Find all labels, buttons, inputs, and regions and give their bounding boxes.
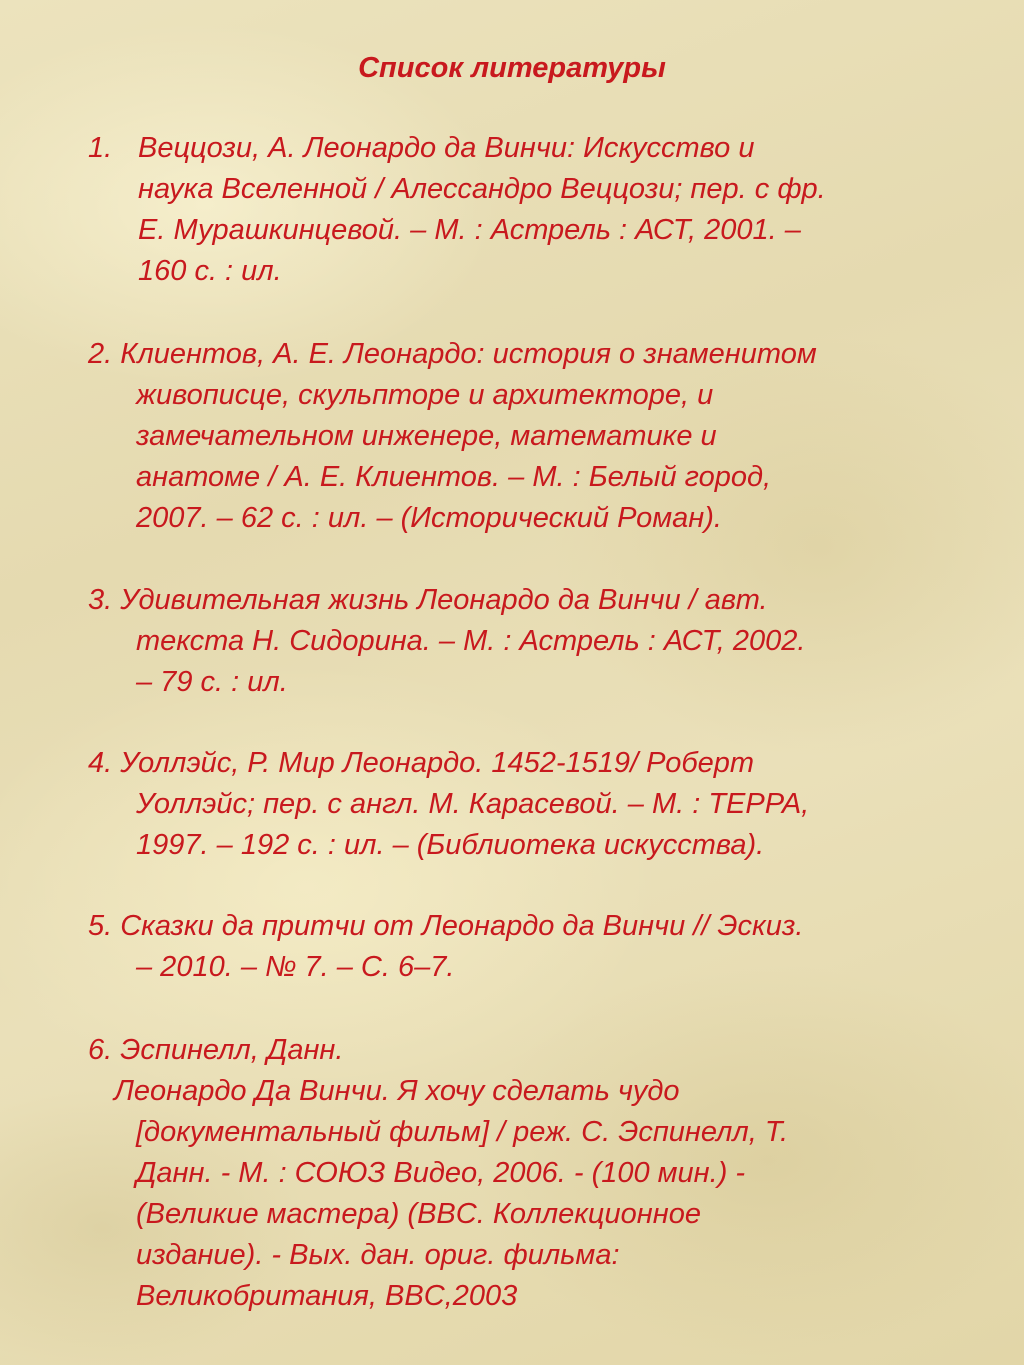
bibliography-entry-4 [88,743,958,866]
entry-line: 6. Эспинелл, Данн. [88,1034,344,1066]
entry-number: 1. [88,132,113,164]
entry-line: 5. Сказки да притчи от Леонардо да Винчи // Эскиз. [88,910,804,942]
bibliography-entry-1 [88,128,958,287]
entry-line: Е. Мурашкинцевой. – М. : Астрель : АСТ, 2001. – [138,214,801,246]
bibliography-entry-3 [88,580,958,703]
entry-line: Великобритания, BBC,2003 [136,1280,518,1312]
entry-line: 160 с. : ил. [138,255,282,287]
page-title: Список литературы [358,52,666,84]
entry-line: Уоллэйс; пер. с англ. М. Карасевой. – М. : ТЕРРА, [136,788,810,820]
entry-line: текста Н. Сидорина. – М. : Астрель : АСТ, 2002. [136,625,806,657]
entry-line: [документальный фильм] / реж. С. Эспинелл, Т. [136,1116,789,1148]
entry-line: (Великие мастера) (BBC. Коллекционное [136,1198,701,1230]
entry-line: – 2010. – № 7. – С. 6–7. [136,951,455,983]
bibliography-entry-6 [88,1030,958,1317]
entry-line: Данн. - М. : СОЮЗ Видео, 2006. - (100 мин.) - [136,1157,746,1189]
entry-line: наука Вселенной / Алессандро Веццози; пер. с фр. [138,173,826,205]
bibliography-entry-5 [88,906,958,988]
entry-line: замечательном инженере, математике и [136,420,717,452]
entry-line: 2007. – 62 с. : ил. – (Исторический Роман). [136,502,722,534]
entry-line: – 79 с. : ил. [136,666,288,698]
bibliography-entry-2 [88,334,958,539]
entry-line: анатоме / А. Е. Клиентов. – М. : Белый город, [136,461,772,493]
entry-line: 4. Уоллэйс, Р. Мир Леонардо. 1452-1519/ Роберт [88,747,755,779]
entry-line: 1997. – 192 с. : ил. – (Библиотека искусства). [136,829,765,861]
entry-line: 2. Клиентов, А. Е. Леонардо: история о знаменитом [88,338,817,370]
entry-line: 3. Удивительная жизнь Леонардо да Винчи / авт. [88,584,768,616]
entry-line: живописце, скульпторе и архитекторе, и [136,379,714,411]
entry-line: Леонардо Да Винчи. Я хочу сделать чудо [114,1075,680,1107]
entry-line: издание). - Вых. дан. ориг. фильма: [136,1239,620,1271]
entry-line: Веццози, А. Леонардо да Винчи: Искусство и [138,132,755,164]
entry-text [138,128,958,292]
